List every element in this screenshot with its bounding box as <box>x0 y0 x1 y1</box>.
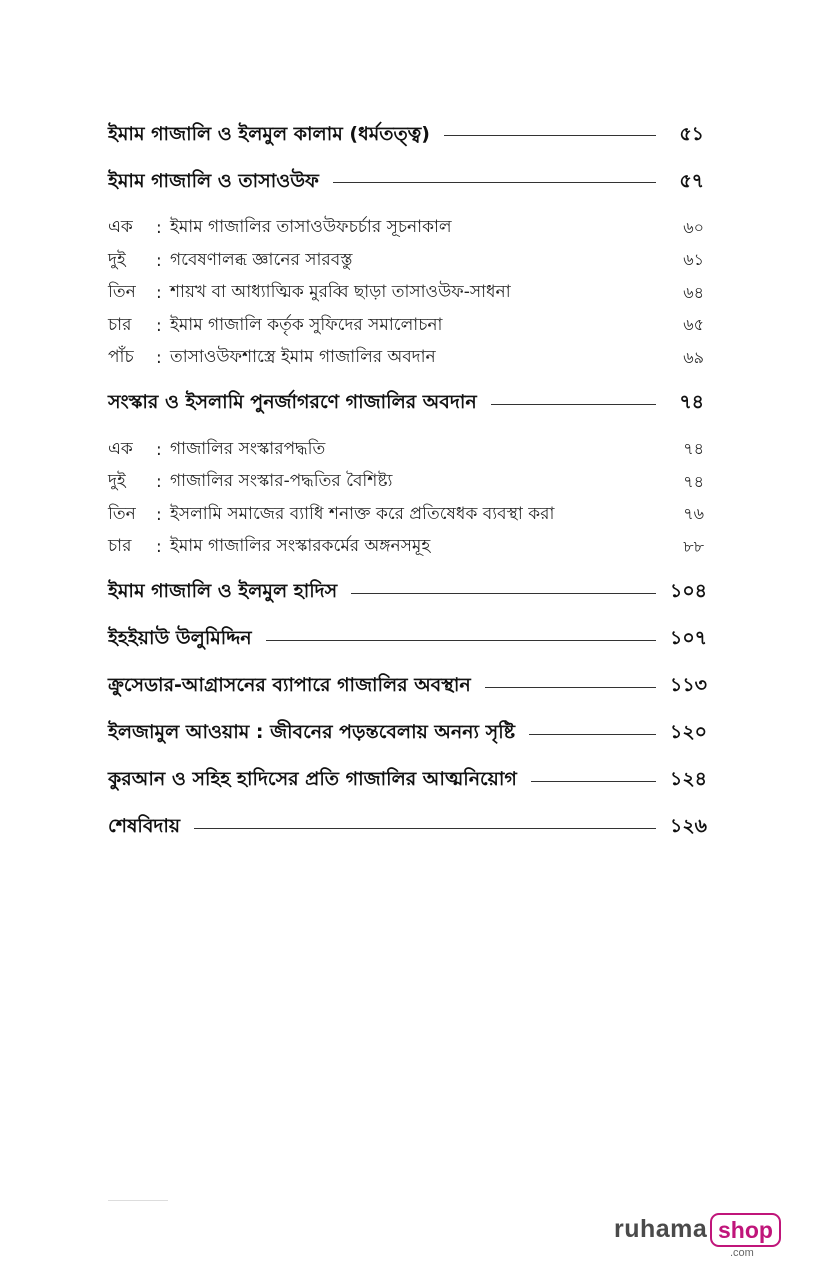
toc-entry <box>108 570 708 617</box>
toc-entry-title: ইমাম গাজালি ও ইলমুল কালাম (ধর্মতত্ত্ব) <box>108 122 430 145</box>
toc-leader-line <box>194 828 656 829</box>
toc-subsection-colon: : <box>156 504 162 525</box>
toc-entry-title: ইমাম গাজালি ও ইলমুল হাদিস <box>108 580 338 602</box>
toc-entry-page: ১২৪ <box>670 768 708 790</box>
toc-entry <box>108 805 708 852</box>
toc-subsection <box>108 499 704 532</box>
toc-entry-page: ৭৪ <box>679 391 704 413</box>
toc-subsection <box>108 531 704 564</box>
toc-entry-page: ৫১ <box>679 122 704 145</box>
toc-entry-title: সংস্কার ও ইসলামি পুনর্জাগরণে গাজালির অবদান <box>108 391 477 413</box>
toc-subsection <box>108 342 704 375</box>
toc-leader-line <box>529 734 656 735</box>
toc-subsection-list <box>108 428 704 570</box>
toc-entry-page: ১২৬ <box>670 815 708 837</box>
toc-entry-page: ১১৩ <box>670 674 708 696</box>
logo-ruhama-text: ruhama <box>614 1215 708 1243</box>
toc-subsection-colon: : <box>156 250 162 271</box>
toc-subsection-title: ইমাম গাজালির তাসাওউফচর্চার সূচনাকাল <box>170 217 452 238</box>
toc-entry-page: ১২০ <box>670 721 708 743</box>
toc-subsection-colon: : <box>156 439 162 460</box>
toc-subsection-title: ইমাম গাজালি কর্তৃক সুফিদের সমালোচনা <box>170 314 443 335</box>
toc-subsection-title: শায়খ বা আধ্যাত্মিক মুরব্বি ছাড়া তাসাওউফ-সাধনা <box>170 282 511 303</box>
toc-subsection-page: ৭৪ <box>683 439 704 459</box>
toc-leader-line <box>485 687 656 688</box>
toc-entry-page: ১০৪ <box>670 580 708 602</box>
toc-subsection-colon: : <box>156 283 162 304</box>
toc-subsection-title: ইসলামি সমাজের ব্যাধি শনাক্ত করে প্রতিষেধক ব্যবস্থা করা <box>170 503 555 524</box>
toc-subsection <box>108 245 704 278</box>
ruhamashop-logo <box>614 1213 774 1261</box>
toc-subsection-number: দুই <box>108 249 126 270</box>
toc-subsection-title: ইমাম গাজালির সংস্কারকর্মের অঙ্গনসমূহ <box>170 536 431 557</box>
toc-entry-title: ক্রুসেডার-আগ্রাসনের ব্যাপারে গাজালির অবস্থান <box>108 674 471 696</box>
table-of-contents <box>108 112 708 852</box>
toc-entry <box>108 159 704 206</box>
toc-subsection-colon: : <box>156 218 162 239</box>
logo-shop-badge: shop <box>710 1213 781 1247</box>
toc-subsection-number: পাঁচ <box>108 347 134 368</box>
toc-subsection <box>108 277 704 310</box>
toc-leader-line <box>333 182 656 183</box>
toc-entry <box>108 112 704 159</box>
toc-subsection-colon: : <box>156 348 162 369</box>
toc-entry-page: ১০৭ <box>670 627 708 649</box>
toc-subsection-number: চার <box>108 314 132 335</box>
toc-entry <box>108 711 708 758</box>
toc-subsection-number: তিন <box>108 282 136 303</box>
toc-subsection-page: ৮৮ <box>683 536 704 556</box>
toc-subsection-page: ৬১ <box>683 250 704 270</box>
toc-entry-page: ৫৭ <box>679 169 704 192</box>
toc-entry-title: কুরআন ও সহিহ হাদিসের প্রতি গাজালির আত্মনিয়োগ <box>108 768 517 790</box>
toc-subsection-title: গাজালির সংস্কারপদ্ধতি <box>170 438 326 459</box>
toc-entry-title: শেষবিদায় <box>108 815 181 837</box>
footer-rule <box>108 1200 168 1201</box>
toc-subsection-page: ৬৯ <box>683 347 704 367</box>
toc-subsection-number: চার <box>108 536 132 557</box>
toc-entry <box>108 758 708 805</box>
toc-subsection-number: তিন <box>108 503 136 524</box>
toc-subsection-number: এক <box>108 217 133 238</box>
toc-subsection-colon: : <box>156 315 162 336</box>
toc-subsection-list <box>108 206 704 381</box>
toc-entry-title: ইহইয়াউ উলুমিদ্দিন <box>108 627 252 649</box>
toc-subsection-page: ৭৬ <box>683 504 704 524</box>
toc-subsection <box>108 466 704 499</box>
toc-leader-line <box>266 640 656 641</box>
toc-entry <box>108 664 708 711</box>
toc-subsection-title: গাজালির সংস্কার-পদ্ধতির বৈশিষ্ট্য <box>170 471 393 492</box>
toc-subsection-page: ৬৪ <box>683 282 704 302</box>
toc-subsection <box>108 434 704 467</box>
toc-leader-line <box>351 593 656 594</box>
logo-domain-text: .com <box>730 1247 754 1259</box>
toc-subsection-page: ৬০ <box>683 217 704 237</box>
toc-subsection-number: এক <box>108 438 133 459</box>
toc-subsection-title: গবেষণালব্ধ জ্ঞানের সারবস্তু <box>170 249 353 270</box>
toc-subsection-page: ৭৪ <box>683 471 704 491</box>
toc-entry <box>108 381 704 428</box>
toc-subsection-number: দুই <box>108 471 126 492</box>
toc-entry-title: ইলজামুল আওয়াম : জীবনের পড়ন্তবেলায় অনন্য সৃষ্টি <box>108 721 516 743</box>
toc-leader-line <box>531 781 656 782</box>
toc-subsection <box>108 310 704 343</box>
toc-entry-title: ইমাম গাজালি ও তাসাওউফ <box>108 169 319 192</box>
toc-entry <box>108 617 708 664</box>
toc-leader-line <box>444 135 656 136</box>
toc-leader-line <box>491 404 656 405</box>
toc-subsection <box>108 212 704 245</box>
toc-subsection-page: ৬৫ <box>683 315 704 335</box>
toc-subsection-title: তাসাওউফশাস্ত্রে ইমাম গাজালির অবদান <box>170 347 436 368</box>
toc-subsection-colon: : <box>156 472 162 493</box>
toc-subsection-colon: : <box>156 537 162 558</box>
